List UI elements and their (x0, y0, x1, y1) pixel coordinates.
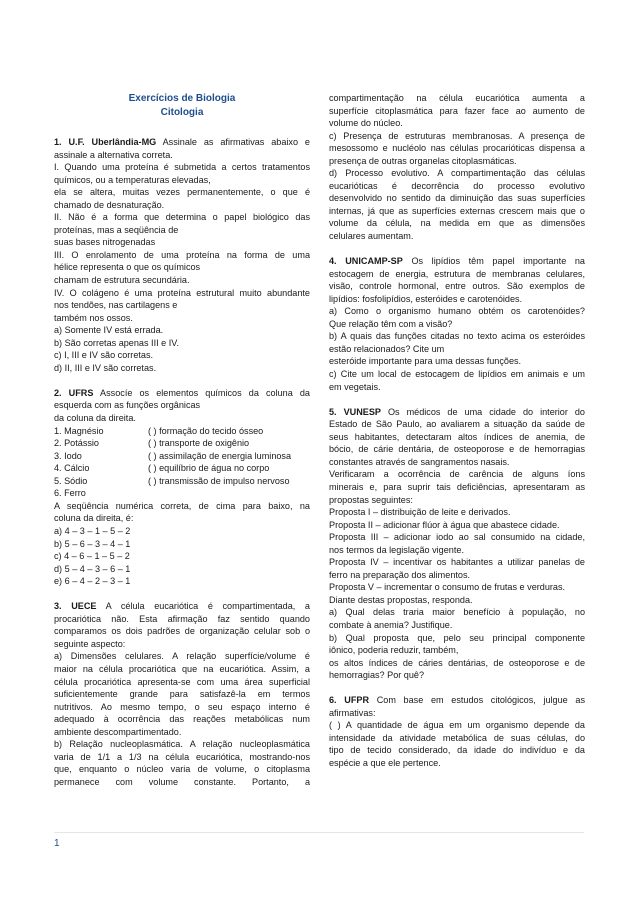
text-line: Estado de São Paulo, ao avaliarem a situação da saúde de (329, 419, 585, 430)
text-line: afirmativas: (329, 707, 376, 718)
text-line: b) 5 – 6 – 3 – 4 – 1 (54, 538, 131, 549)
text-line: bócio, de cárie dentária, de osteoporose e de hemorragias (329, 444, 585, 455)
text-line: permanece com volume constante. Portanto, a (54, 776, 310, 787)
text-line: Proposta V – incrementar o consumo de frutas e verduras. (329, 582, 566, 593)
text-line: desenvolvido no sentido da diminuição das suas superfícies (329, 193, 585, 204)
text-line: internas, já que as superfícies externas crescem mais que o (329, 205, 585, 216)
text-line: d) 5 – 4 – 3 – 6 – 1 (54, 563, 131, 574)
function-option: ( ) formação do tecido ósseo (148, 425, 264, 436)
text-line: estão relacionados? Cite um (329, 343, 445, 354)
function-option: ( ) equilíbrio de água no corpo (148, 463, 270, 474)
text-line: tipo de tecido considerado, da idade do indivíduo e da (329, 745, 585, 756)
text-line: constantes através de sangramentos nasais. (329, 456, 510, 467)
matching-row (54, 425, 310, 438)
text-line: estocagem de energia, estrutura de membranas celulares, (329, 268, 585, 279)
text-line: comparamos os dois padrões de organização celular sob o (54, 626, 310, 637)
text-line: 6. Ferro (54, 488, 86, 499)
text-line: d) II, III e IV são corretas. (54, 362, 157, 373)
text-line: a) Somente IV está errada. (54, 325, 164, 336)
text-line: c) Cite um local de estocagem de lipídios em animais e um (329, 369, 585, 380)
text-line: celulares aumentam. (329, 231, 414, 242)
footer-divider (54, 832, 584, 833)
text-line: Verificaram a ocorrência de carência de alguns íons (329, 469, 585, 480)
text-line: da coluna da direita. (54, 413, 136, 424)
matching-row (54, 450, 310, 463)
text-line: I. Quando uma proteína é submetida a certos tratamentos (54, 162, 310, 173)
text-line: a) Como o organismo humano obtém os carotenóides? (329, 306, 585, 317)
question-heading-line: 2. UFRS Assocíe os elementos químicos da coluna da (54, 387, 310, 398)
element-name: 5. Sódio (54, 475, 88, 486)
text-line: proteínas, mas a seqüência de (54, 224, 179, 235)
text-line: esteróide importante para uma dessas funções. (329, 356, 522, 367)
text-line: em vegetais. (329, 381, 381, 392)
question-heading-line: 3. UECE A célula eucariótica é compartimentada, a (54, 601, 310, 612)
text-line: adequado à ocorrência das reações metabólicas num (54, 714, 310, 725)
text-line: Proposta II – adicionar flúor à água que abastece cidade. (329, 519, 560, 530)
function-option: ( ) transporte de oxigênio (148, 438, 250, 449)
element-name: 1. Magnésio (54, 425, 104, 436)
matching-row (54, 475, 310, 488)
element-name: 3. Iodo (54, 450, 82, 461)
text-line: hemorragias? Por quê? (329, 670, 425, 681)
text-line: suas bases nitrogenadas (54, 237, 156, 248)
text-line: que, enquanto o núcleo varia de volume, o citoplasma (54, 764, 310, 775)
text-line: chamam de estrutura secundária. (54, 275, 190, 286)
text-line: A seqüência numérica correta, de cima para baixo, na (54, 500, 310, 511)
text-line: varia de 1/1 a 1/3 na célula eucariótica, mostrando-nos (54, 751, 310, 762)
document-subtitle: Citologia (160, 107, 204, 118)
text-line: II. Não é a forma que determina o papel biológico das (54, 212, 310, 223)
text-line: visão, controle hormonal, entre outros. São exemplos de (329, 281, 585, 292)
text-line: os altos índices de cáries dentárias, de osteoporose e de (329, 657, 585, 668)
text-line: ferro na preparação dos alimentos. (329, 569, 471, 580)
text-line: nos termos da legislação vigente. (329, 544, 464, 555)
paragraph-gap (329, 393, 585, 406)
text-line: eucarióticas é decorrência do processo evolutivo (329, 180, 585, 191)
text-line: coluna da direita, é: (54, 513, 134, 524)
question-heading-line: 1. U.F. Uberlândia-MG Assinale as afirmativas abaixo e (54, 137, 310, 147)
question-heading-line: 5. VUNESP Os médicos de uma cidade do interior do (329, 406, 585, 417)
text-line: Proposta III – adicionar iodo ao sal consumido na cidade, (329, 532, 585, 543)
text-line: compartimentação na célula eucariótica aumenta a (329, 93, 585, 103)
text-line: volume da célula, na medida em que as dimensões (329, 218, 585, 229)
text-line: b) Qual proposta que, pelo seu principal componente (329, 632, 585, 643)
matching-row (54, 462, 310, 475)
question-heading-line: 6. UFPR Com base em estudos citológicos, julgue as (329, 695, 585, 706)
text-line: combate à anemia? Justifique. (329, 619, 453, 630)
text-line: suficientemente grande para satisfazê-la em termos (54, 689, 310, 700)
text-line: lipídios: fosfolipídios, esteróides e carotenóides. (329, 293, 523, 304)
text-line: superfície citoplasmática para fazer face ao aumento de (329, 105, 585, 116)
matching-row (54, 437, 310, 450)
text-line: minerais e, para suprir tais deficiências, apresentaram as (329, 481, 585, 492)
text-line: nos tendões, nas cartilagens e (54, 300, 178, 311)
paragraph-gap (329, 682, 585, 695)
text-line: hélice representa o que os químicos (54, 262, 201, 273)
text-line: esquerda com as funções orgânicas (54, 400, 201, 411)
text-line: ela se altera, muitas vezes permanentemente, o que é (54, 187, 310, 198)
text-line: Proposta I – distribuição de leite e derivados. (329, 507, 511, 518)
right-column-text (329, 92, 585, 770)
right-column (329, 92, 585, 770)
text-line: célula procariótica apresenta-se com uma área superficial (54, 676, 310, 687)
text-line: e) 6 – 4 – 2 – 3 – 1 (54, 576, 131, 587)
text-line: intensidade da atividade metabólica de suas células, do (329, 732, 585, 743)
text-line: seus habitantes, detectaram altos índices de anemia, de (329, 431, 585, 442)
text-line: maior na célula procariótica que na eucariótica. Assim, a (54, 663, 310, 674)
element-name: 4. Cálcio (54, 463, 90, 474)
text-line: c) Presença de estruturas membranosas. A presença de (329, 130, 585, 141)
text-line: chamado de desnaturação. (54, 199, 165, 210)
text-line: seguinte aspecto: (54, 638, 126, 649)
text-line: Proposta IV – incentivar os habitantes a utilizar panelas de (329, 557, 585, 568)
text-line: III. O enrolamento de uma proteína na forma de uma (54, 249, 310, 260)
page-number: 1 (54, 838, 60, 849)
text-line: Diante destas propostas, responda. (329, 594, 473, 605)
text-line: iônico, poderia reduzir, também, (329, 645, 459, 656)
text-line: químicos, ou a temperaturas elevadas, (54, 174, 211, 185)
text-line: mesossomo e nucléolo nas células procarióticas dispensa a (329, 143, 585, 154)
text-line: c) I, III e IV são corretas. (54, 350, 154, 361)
text-line: a) Qual delas traria maior benefício à população, no (329, 607, 585, 618)
text-line: a) Dimensões celulares. A relação superfície/volume é (54, 651, 310, 662)
question-heading-line: 4. UNICAMP-SP Os lipídios têm papel importante na (329, 256, 585, 267)
text-line: presença de outras organelas citoplasmáticas. (329, 155, 517, 166)
left-column-text (54, 136, 310, 788)
text-line: ( ) A quantidade de água em um organismo depende da (329, 720, 585, 731)
text-line: c) 4 – 6 – 1 – 5 – 2 (54, 551, 130, 562)
function-option: ( ) transmissão de impulso nervoso (148, 475, 290, 486)
text-line: b) São corretas apenas III e IV. (54, 337, 180, 348)
paragraph-gap (54, 588, 310, 601)
text-line: b) Relação nucleoplasmática. A relação nucleoplasmática (54, 739, 310, 750)
text-line: volume do núcleo. (329, 118, 403, 129)
text-line: b) A quais das funções citadas no texto acima os esteróides (329, 331, 585, 342)
function-option: ( ) assimilação de energia luminosa (148, 450, 292, 461)
text-line: também nos ossos. (54, 312, 133, 323)
paragraph-gap (54, 374, 310, 387)
text-line: assinale a alternativa correta. (54, 149, 173, 160)
text-line: ambiente descompartimentado. (54, 726, 182, 737)
text-line: espécie a que ele pertence. (329, 757, 441, 768)
element-name: 2. Potássio (54, 438, 99, 449)
text-line: Que relação têm com a visão? (329, 318, 453, 329)
text-line: nutritivos. Ao mesmo tempo, o seu espaço interno é (54, 701, 310, 712)
text-line: IV. O colágeno é uma proteína estrutural muito abundante (54, 287, 310, 298)
text-line: procariótica não. Esta afirmação faz sentido quando (54, 613, 310, 624)
left-column (54, 92, 310, 788)
text-line: a) 4 – 3 – 1 – 5 – 2 (54, 525, 131, 536)
text-line: d) Processo evolutivo. A compartimentação das células (329, 168, 585, 179)
text-line: propostas seguintes: (329, 494, 413, 505)
paragraph-gap (329, 243, 585, 256)
document-title: Exercícios de Biologia (128, 93, 236, 104)
